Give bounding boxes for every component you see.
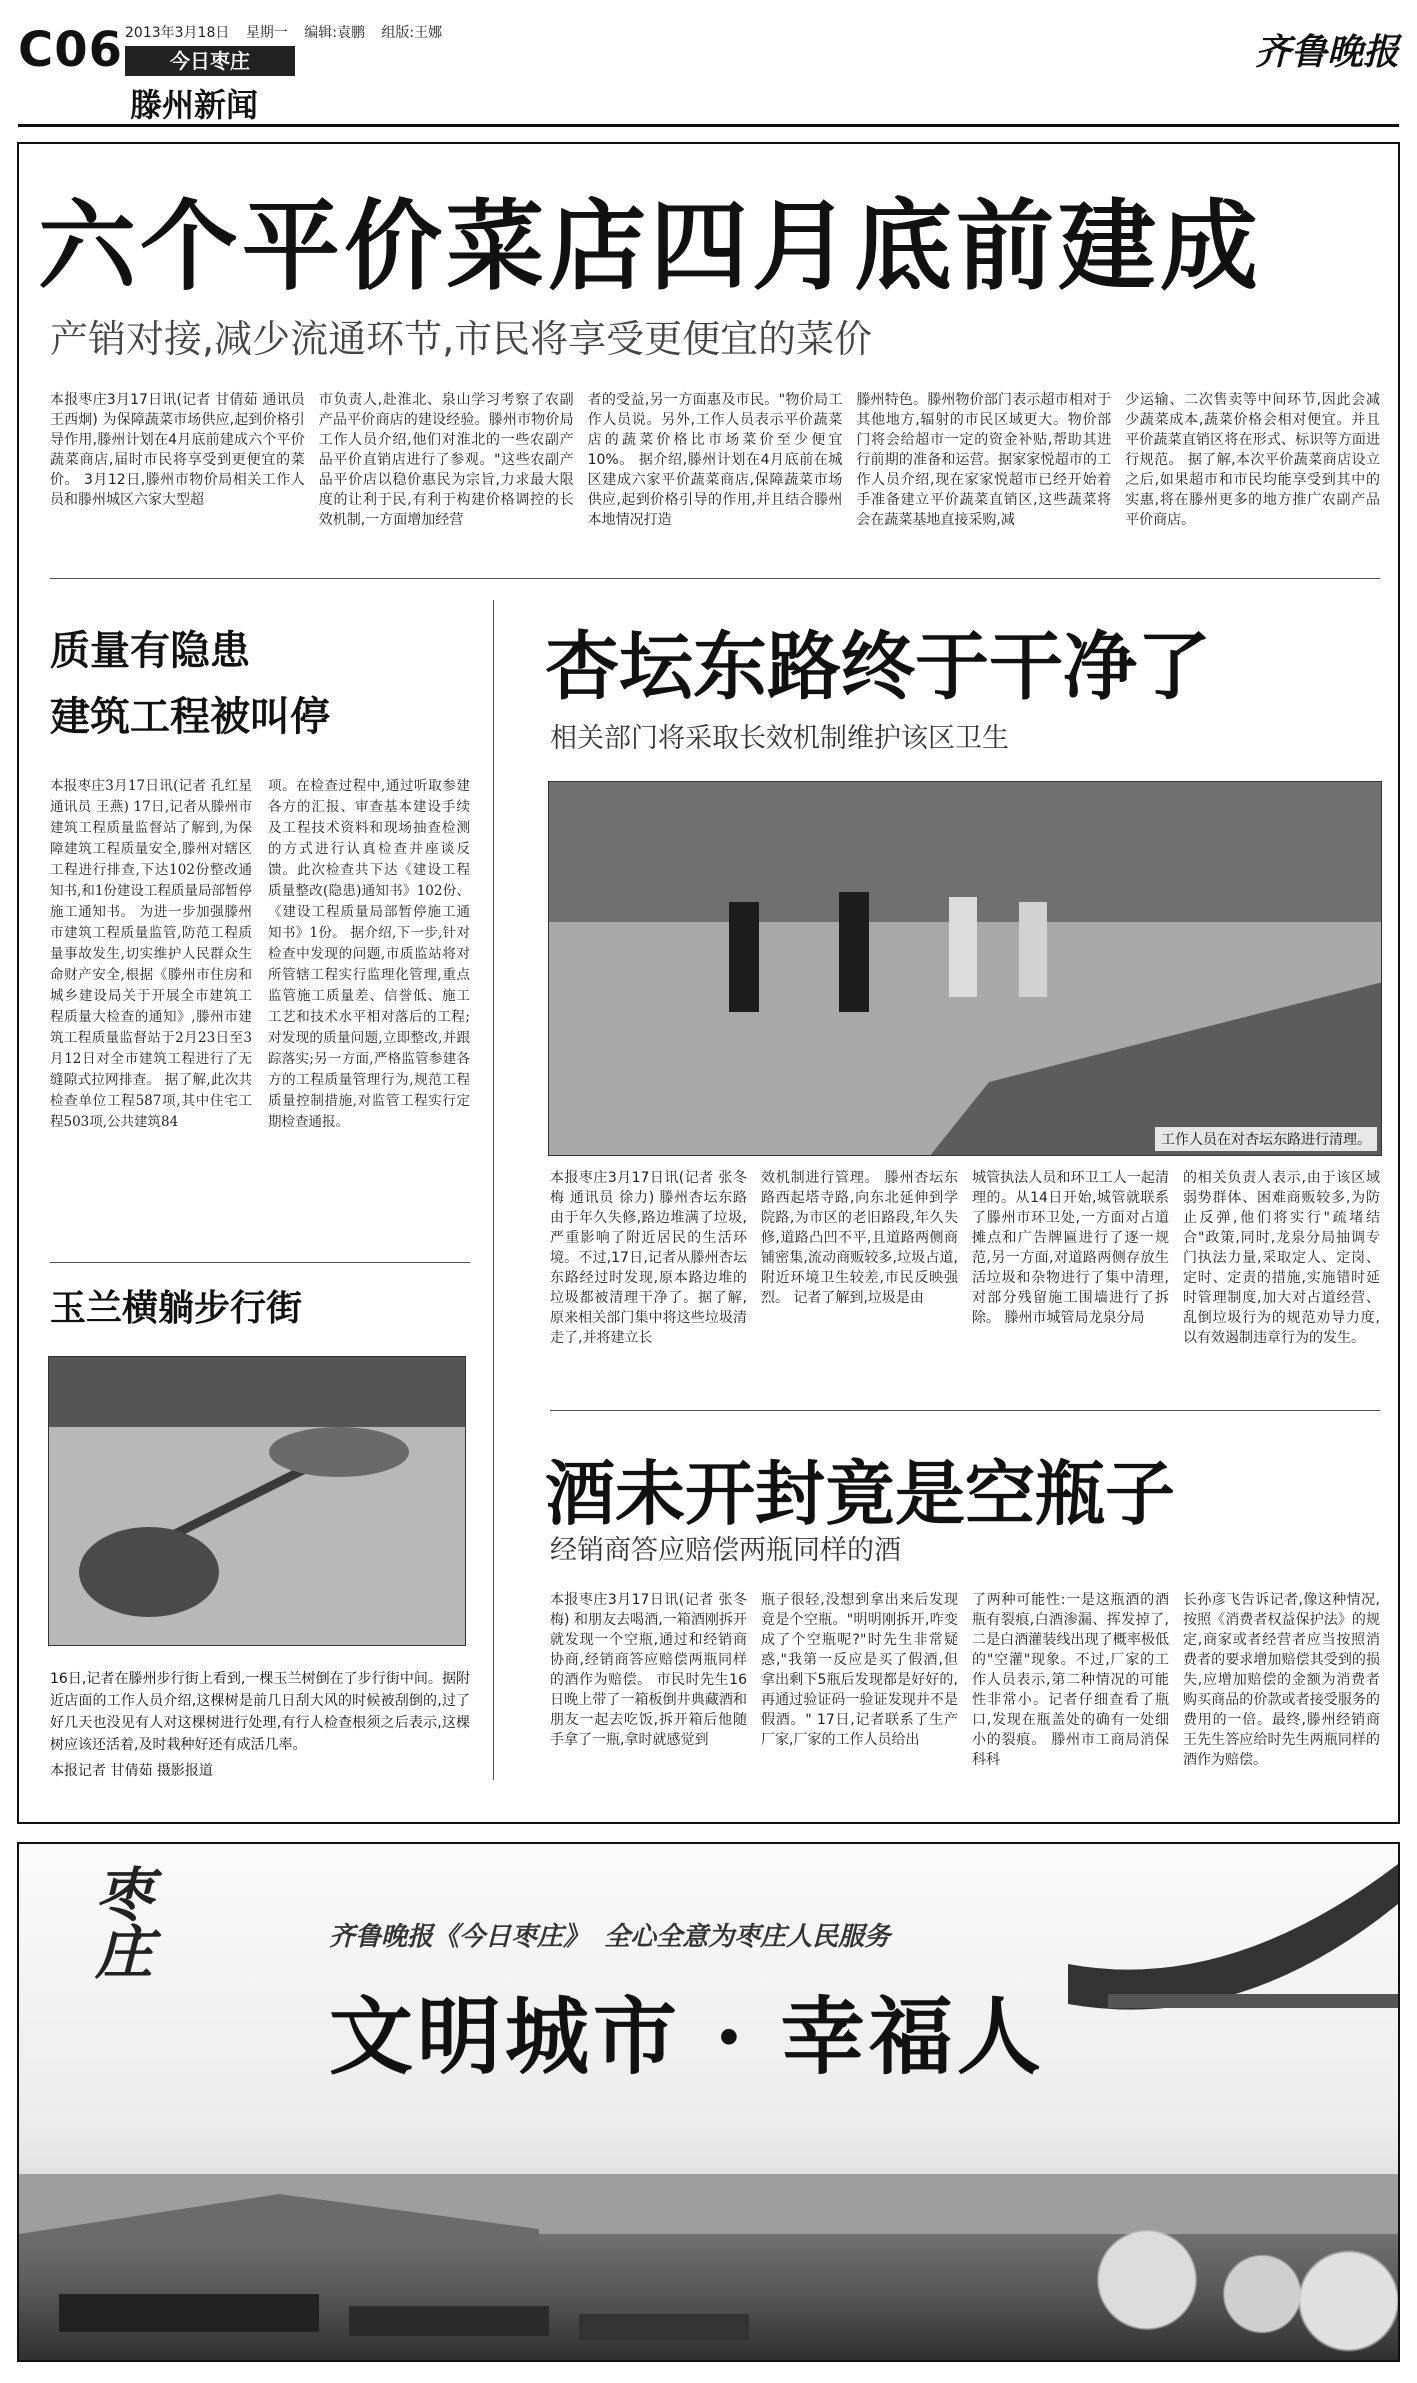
wine-headline: 酒未开封竟是空瓶子 [545,1453,1175,1535]
banner-slogan-text: 全心全意为枣庄人民服务 [604,1922,891,1952]
fallen-tree-illustration [49,1357,466,1646]
editor-credit: 编辑:袁鹏 [304,25,365,41]
newspaper-logo: 齐鲁晚报 [1254,31,1399,73]
issue-date: 2013年3月18日 [125,25,230,41]
wine-column: 瓶子很轻,没想到拿出来后发现竟是个空瓶。"明明刚拆开,咋变成了个空瓶呢?"时先生非常疑惑,"我第一反应是买了假酒,但拿出剩下5瓶后发现都是好好的,再通过验证码一验证发现并不是假酒。" 17日,记者联系了生产厂家,厂家的工作人员给出 [761,1592,958,1748]
road-photo-caption: 工作人员在对杏坛东路进行清理。 [1155,1127,1377,1151]
lead-column: 市负责人,赴淮北、泉山学习考察了农副产品平价商店的建设经验。滕州市物价局工作人员介绍,他们对淮北的一些农副产品平价直销店进行了参观。"这些农副产品平价店以稳价惠民为宗旨,力求最大限度的让利于民,有利于构建价格调控的长效机制,一方面增加经营 [318,392,574,528]
masthead-rule [18,124,1399,127]
xingtan-column: 城管执法人员和环卫工人一起清理的。从14日开始,城管就联系了滕州市环卫处,一方面对占道摊点和广告牌匾进行了逐一规范,另一方面,对道路两侧存放生活垃圾和杂物进行了集中清理,对部分残留施工围墙进行了拆除。 滕州市城管局龙泉分局 [972,1170,1169,1326]
yulan-headline: 玉兰横躺步行街 [50,1288,303,1329]
issue-weekday: 星期一 [245,25,288,41]
quality-column: 项。在检查过程中,通过听取参建各方的汇报、审查基本建设手续及工程技术资料和现场抽查检测的方式进行认真检查并座谈反馈。此次检查共下达《建设工程质量整改(隐患)通知书》102份、《建设工程质量局部暂停施工通知书》1份。 据介绍,下一步,针对检查中发现的问题,市质监站将对所管辖工程实行监理化管理,重点监管施工质量差、信誉低、施工工艺和技术水平相对落后的工程;对发现的质量问题,立即整改,并跟踪落实;另一方面,严格监管参建各方的工程质量管理行为,规范工程质量控制措施,对监管工程实行定期检查通报。 [268,778,470,1130]
fallen-tree-photo [48,1356,466,1646]
wine-column: 了两种可能性:一是这瓶酒的酒瓶有裂痕,白酒渗漏、挥发掉了,二是白酒灌装线出现了概率极低的"空灌"现象。不过,厂家的工作人员表示,第二种情况的可能性非常小。记者仔细查看了瓶口,发现在瓶盖处的确有一处细小的裂痕。 滕州市工商局消保科科 [972,1592,1169,1768]
xingtan-column: 效机制进行管理。 滕州杏坛东路西起塔寺路,向东北延伸到学院路,为市区的老旧路段,年久失修,道路凸凹不平,且道路两侧商铺密集,流动商贩较多,垃圾占道,附近环境卫生较差,市民反映强烈。 记者了解到,垃圾是由 [761,1170,958,1306]
section-divider [50,1262,470,1263]
section-divider [550,1410,1380,1411]
xingtan-column: 的相关负责人表示,由于该区域弱势群体、困难商贩较多,为防止反弹,他们将实行"疏堵结合"政策,同时,龙泉分局抽调专门执法力量,采取定人、定岗、定时、定责的措施,实施错时延时管理制度,加大对占道经营、乱倒垃圾行为的规范劝导力度,以有效遏制违章行为的发生。 [1183,1170,1380,1346]
wine-body [550,1590,1380,1790]
quality-column: 本报枣庄3月17日讯(记者 孔红星 通讯员 王燕) 17日,记者从滕州市建筑工程质量监督站了解到,为保障建筑工程质量安全,滕州对辖区工程进行排查,下达102份整改通知书,和1份建设工程质量局部暂停施工通知书。 为进一步加强滕州市建筑工程质量监管,防范工程质量事故发生,切实维护人民群众生命财产安全,根据《滕州市住房和城乡建设局关于开展全市建筑工程质量大检查的通知》,滕州市建筑工程质量监督站于2月23日至3月12日对全市建筑工程进行了无缝隙式拉网排查。 据了解,此次共检查单位工程587项,其中住宅工程503项,公共建筑84 [50,778,252,1130]
wine-subheadline: 经销商答应赔偿两瓶同样的酒 [550,1535,901,1566]
section-name: 滕州新闻 [130,86,259,124]
xingtan-body [550,1168,1380,1368]
wine-column: 长孙彦飞告诉记者,像这种情况,按照《消费者权益保护法》的规定,商家或者经营者应当按照消费者的要求增加赔偿其受到的损失,应增加赔偿的金额为消费者购买商品的价款或者接受服务的费用的一倍。最终,滕州经销商王先生答应给时先生两瓶同样的酒作为赔偿。 [1183,1592,1380,1768]
promo-banner [17,1842,1400,2362]
xingtan-headline: 杏坛东路终于干净了 [545,624,1211,710]
road-cleaning-photo [548,781,1382,1156]
banner-headline: 文明城市 · 幸福人 [329,1987,1045,2086]
lead-subheadline: 产销对接,减少流通环节,市民将享受更便宜的菜价 [50,317,873,361]
quality-headline-line1: 质量有隐患 [50,628,250,674]
pavilion-eave-icon [1068,1844,1398,2044]
section-tag: 今日枣庄 [125,46,295,76]
lead-column: 者的受益,另一方面惠及市民。"物价局工作人员说。另外,工作人员表示平价蔬菜店的蔬菜价格比市场菜价至少便宜10%。 据介绍,滕州计划在4月底前在城区建成六家平价蔬菜商店,保障蔬菜市场供应,起到价格引导的作用,并且结合滕州本地情况打造 [587,392,843,528]
masthead [0,0,1417,130]
yulan-caption [50,1668,470,1782]
yulan-photo-credit: 本报记者 甘倩茹 摄影报道 [50,1763,213,1779]
banner-calligraphy-logo: 枣庄 [85,1864,153,1980]
quality-headline [50,618,330,750]
section-divider [50,578,1380,579]
layout-credit: 组版:王娜 [381,25,443,41]
xingtan-subheadline: 相关部门将采取长效机制维护该区卫生 [550,723,1009,754]
wine-column: 本报枣庄3月17日讯(记者 张冬梅) 和朋友去喝酒,一箱酒刚拆开就发现一个空瓶,通过和经销商协商,经销商答应赔偿两瓶同样的酒作为赔偿。 市民时先生16日晚上带了一箱板倒井典藏酒和朋友一起去吃饭,拆开箱后他随手拿了一瓶,拿时就感觉到 [550,1592,747,1748]
lead-column: 滕州特色。滕州物价部门表示超市相对于其他地方,辐射的市民区域更大。物价部门将会给超市一定的资金补贴,帮助其进行前期的准备和运营。据家家悦超市的工作人员介绍,现在家家悦超市已经开始着手准备建立平价蔬菜直销区,这些蔬菜将会在蔬菜基地直接采购,减 [856,392,1112,528]
column-divider [493,600,494,1780]
page-number: C06 [18,22,124,78]
issue-meta [125,22,454,42]
lead-body [50,390,1380,565]
lead-headline: 六个平价菜店四月底前建成 [38,189,1263,304]
banner-slogan [329,1916,890,1953]
quality-body [50,776,470,1246]
lead-column: 少运输、二次售卖等中间环节,因此会减少蔬菜成本,蔬菜价格会相对便宜。并且平价蔬菜直销区将在形式、标识等方面进行规范。 据了解,本次平价蔬菜商店设立之后,如果超市和市民均能享受到其中的实惠,将在滕州更多的地方推广农副产品平价商店。 [1125,392,1380,528]
quality-headline-line2: 建筑工程被叫停 [50,694,330,740]
lead-column: 本报枣庄3月17日讯(记者 甘倩茹 通讯员 王西炯) 为保障蔬菜市场供应,起到价格引导作用,滕州计划在4月底前建成六个平价蔬菜商店,届时市民将享受到更便宜的菜价。 3月12日,滕州市物价局相关工作人员和滕州城区六家大型超 [50,392,305,508]
banner-brand: 齐鲁晚报《今日枣庄》 [329,1922,590,1952]
yulan-caption-text: 16日,记者在滕州步行街上看到,一棵玉兰树倒在了步行街中间。据附近店面的工作人员介绍,这棵树是前几日刮大风的时候被刮倒的,过了好几天也没见有人对这棵树进行处理,有行人检查根须之后表示,这棵树应该还活着,及时栽种好还有成活几率。 [50,1671,470,1753]
xingtan-column: 本报枣庄3月17日讯(记者 张冬梅 通讯员 徐力) 滕州杏坛东路由于年久失修,路边堆满了垃圾,严重影响了附近居民的生活环境。不过,17日,记者从滕州杏坛东路经过时发现,原本路边堆的垃圾都被清理干净了。据了解,原来相关部门集中将这些垃圾清走了,并将建立长 [550,1170,747,1346]
family-illustration [1039,2224,1399,2362]
road-cleaning-illustration [549,782,1382,1156]
